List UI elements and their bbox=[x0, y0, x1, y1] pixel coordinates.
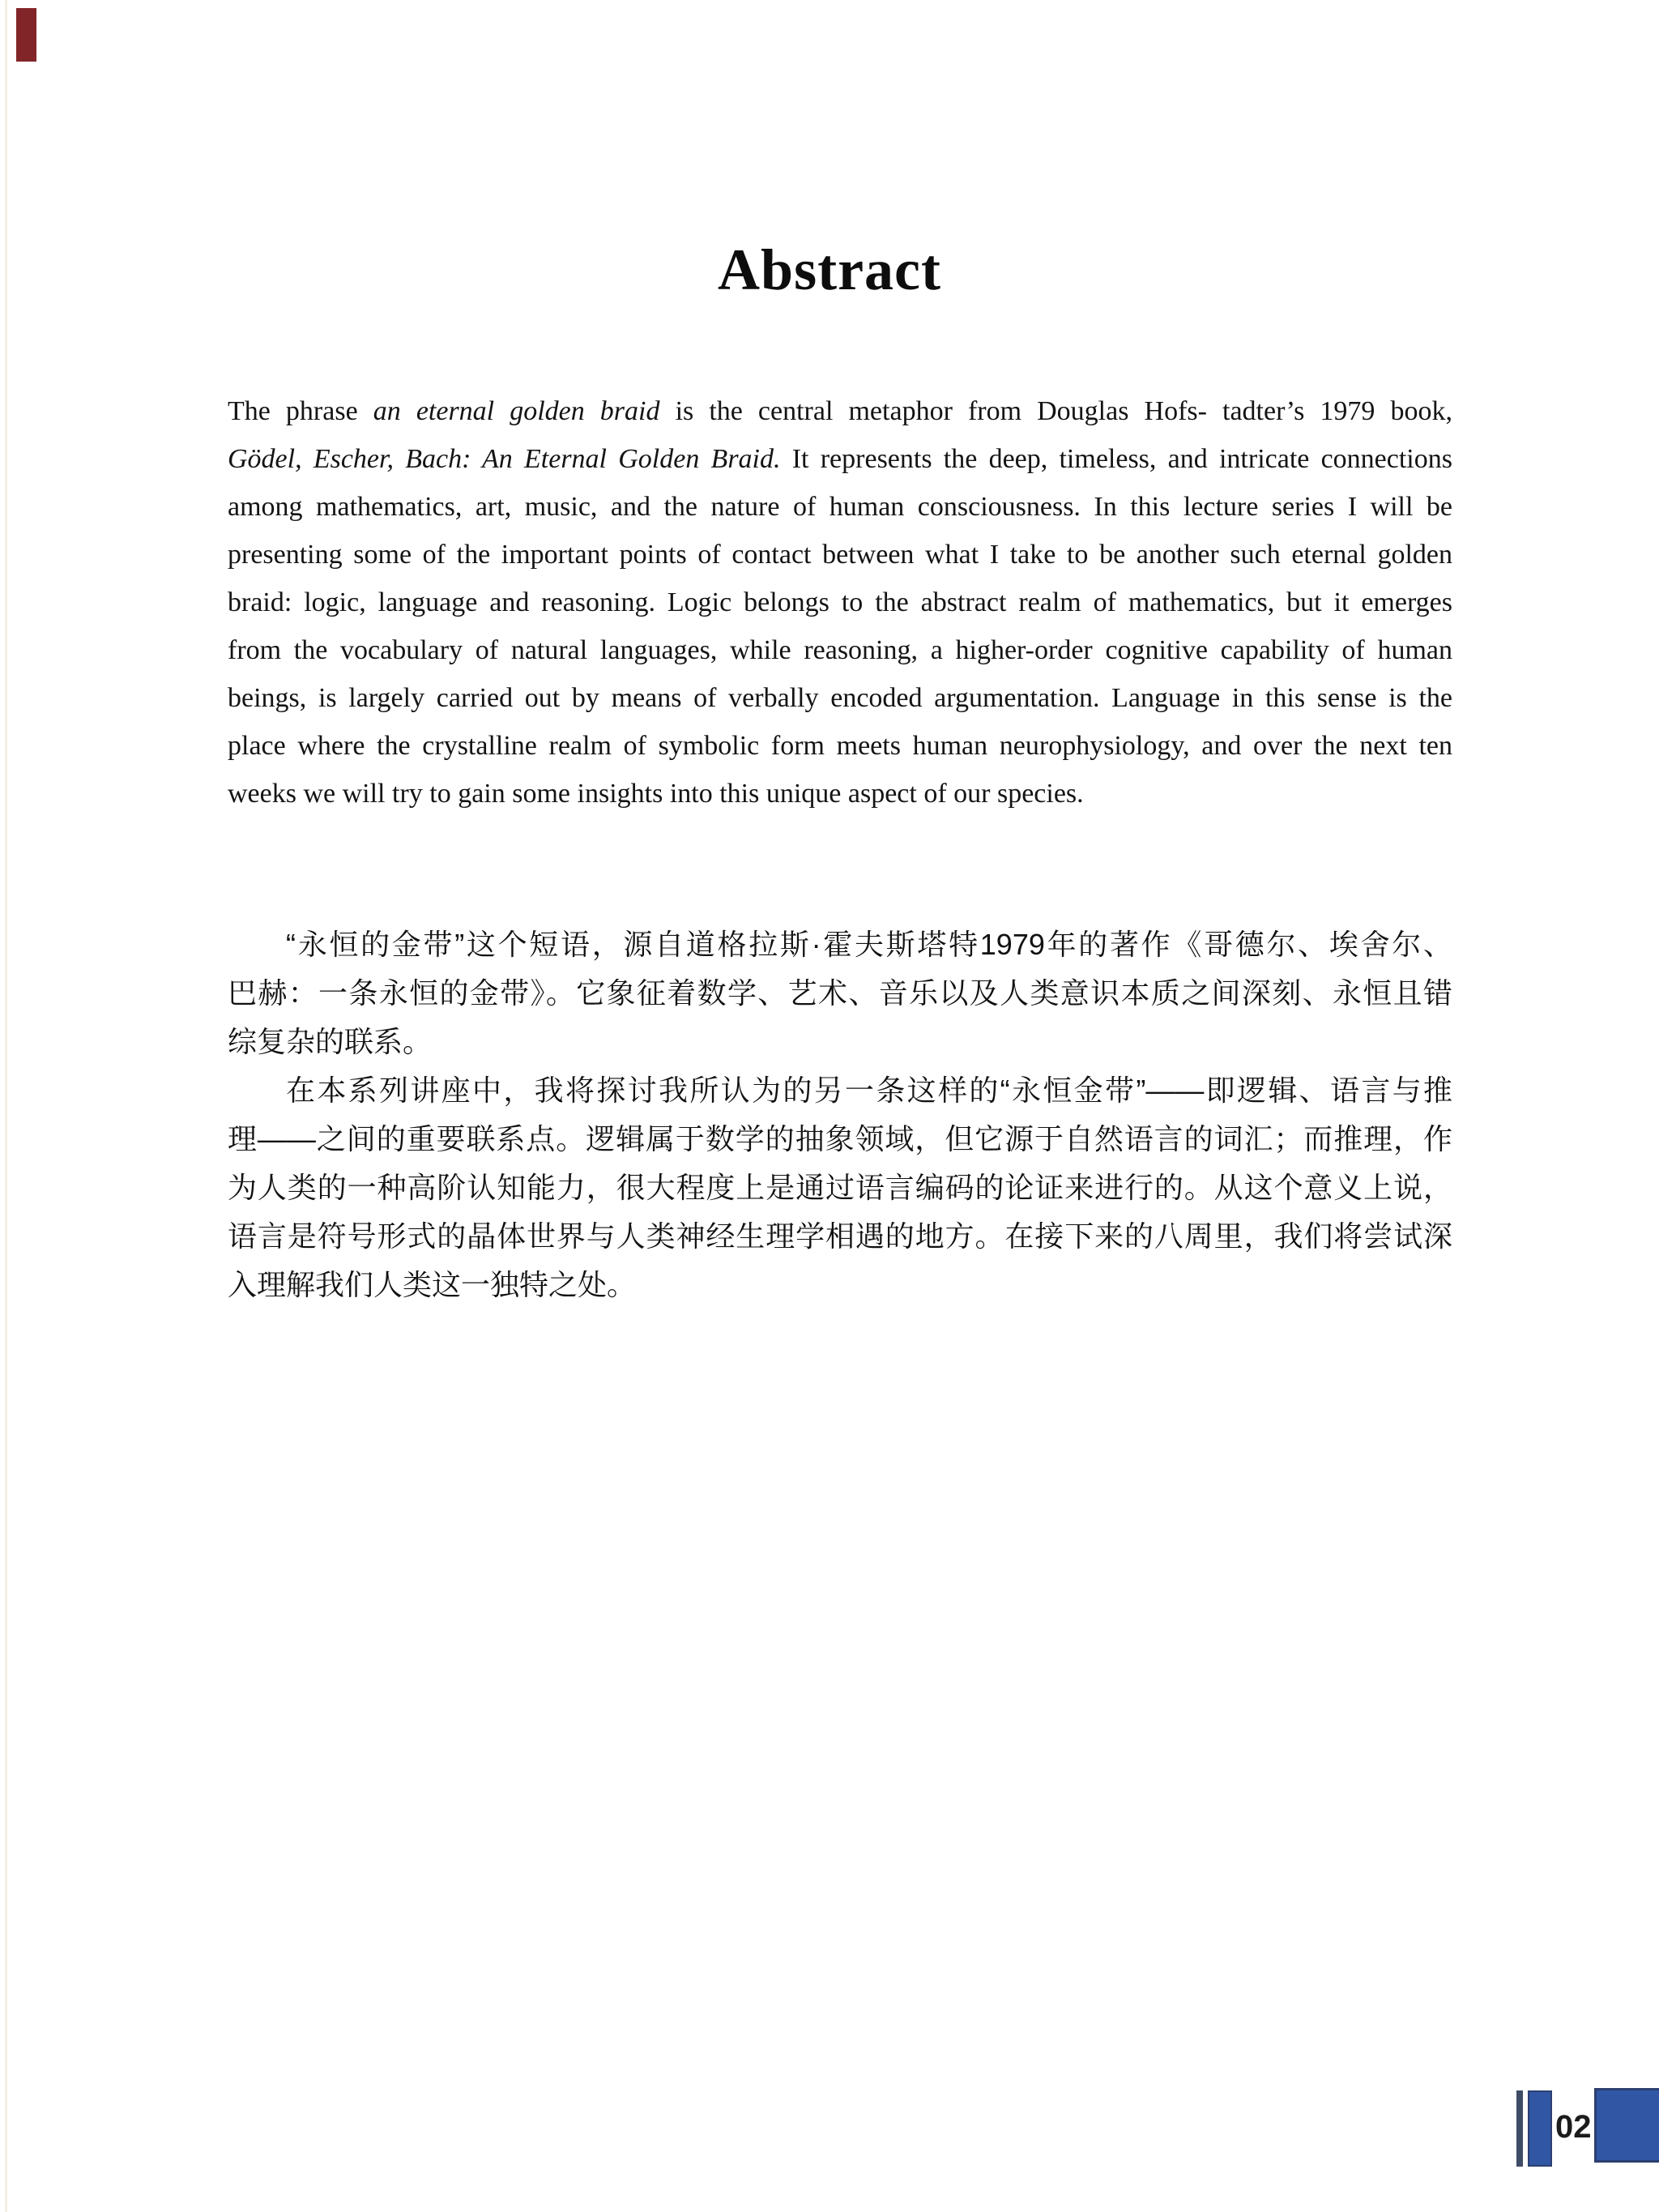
page-number: 02 bbox=[1555, 2109, 1592, 2145]
chinese-line: 语言是符号形式的晶体世界与人类神经生理学相遇的地方。在接下来的八周里，我们将尝试深 bbox=[228, 1219, 1452, 1253]
english-abstract-paragraph bbox=[228, 387, 1452, 818]
footer-thin-bar bbox=[1516, 2090, 1523, 2167]
italic-text-segment: an eternal golden braid bbox=[373, 396, 660, 426]
page-title: Abstract bbox=[718, 237, 941, 303]
english-line bbox=[228, 770, 1452, 818]
text-segment: presenting some of the important points of contact between what I take to be another such eternal golden bbox=[228, 540, 1452, 570]
chinese-abstract-paragraphs bbox=[228, 920, 1452, 1309]
text-segment: weeks we will try to gain some insights into this unique aspect of our species. bbox=[228, 779, 1084, 809]
text-segment: beings, is largely carried out by means of verbally encoded argumentation. Language in this sense is the bbox=[228, 683, 1452, 713]
english-line bbox=[228, 579, 1452, 626]
chinese-line: 综复杂的联系。 bbox=[228, 1025, 433, 1058]
chinese-line: “永恒的金带”这个短语，源自道格拉斯·霍夫斯塔特1979年的著作《哥德尔、埃舍尔、 bbox=[286, 928, 1452, 961]
text-segment: braid: logic, language and reasoning. Logic belongs to the abstract realm of mathematics, but it emerges bbox=[228, 587, 1452, 617]
footer-wide-bar bbox=[1528, 2090, 1552, 2167]
chinese-line: 理——之间的重要联系点。逻辑属于数学的抽象领域，但它源于自然语言的词汇；而推理，作 bbox=[228, 1122, 1452, 1155]
text-segment: The phrase bbox=[228, 396, 373, 426]
chinese-line: 在本系列讲座中，我将探讨我所认为的另一条这样的“永恒金带”——即逻辑、语言与推 bbox=[286, 1074, 1452, 1107]
english-line bbox=[228, 722, 1452, 770]
english-line bbox=[228, 387, 1452, 435]
english-line bbox=[228, 531, 1452, 579]
english-line bbox=[228, 435, 1452, 483]
chinese-line: 巴赫：一条永恒的金带》。它象征着数学、艺术、音乐以及人类意识本质之间深刻、永恒且错 bbox=[228, 976, 1452, 1010]
corner-red-mark bbox=[16, 8, 36, 62]
chinese-line: 为人类的一种高阶认知能力，很大程度上是通过语言编码的论证来进行的。从这个意义上说， bbox=[228, 1171, 1452, 1204]
text-segment: It represents the deep, timeless, and intricate connections bbox=[780, 444, 1452, 474]
page-edge-line bbox=[5, 0, 7, 2212]
text-segment: is the central metaphor from Douglas Hofs- tadter’s 1979 book, bbox=[659, 396, 1452, 426]
english-line bbox=[228, 483, 1452, 531]
text-segment: place where the crystalline realm of symbolic form meets human neurophysiology, and over the next ten bbox=[228, 731, 1452, 761]
text-segment: among mathematics, art, music, and the nature of human consciousness. In this lecture series I will be bbox=[228, 492, 1452, 522]
chinese-line: 入理解我们人类这一独特之处。 bbox=[228, 1268, 637, 1301]
english-line bbox=[228, 626, 1452, 674]
footer-edge-block bbox=[1594, 2088, 1659, 2163]
english-line bbox=[228, 674, 1452, 722]
italic-text-segment: Gödel, Escher, Bach: An Eternal Golden Braid. bbox=[228, 444, 781, 474]
text-segment: from the vocabulary of natural languages, while reasoning, a higher-order cognitive capability of human bbox=[228, 635, 1452, 665]
